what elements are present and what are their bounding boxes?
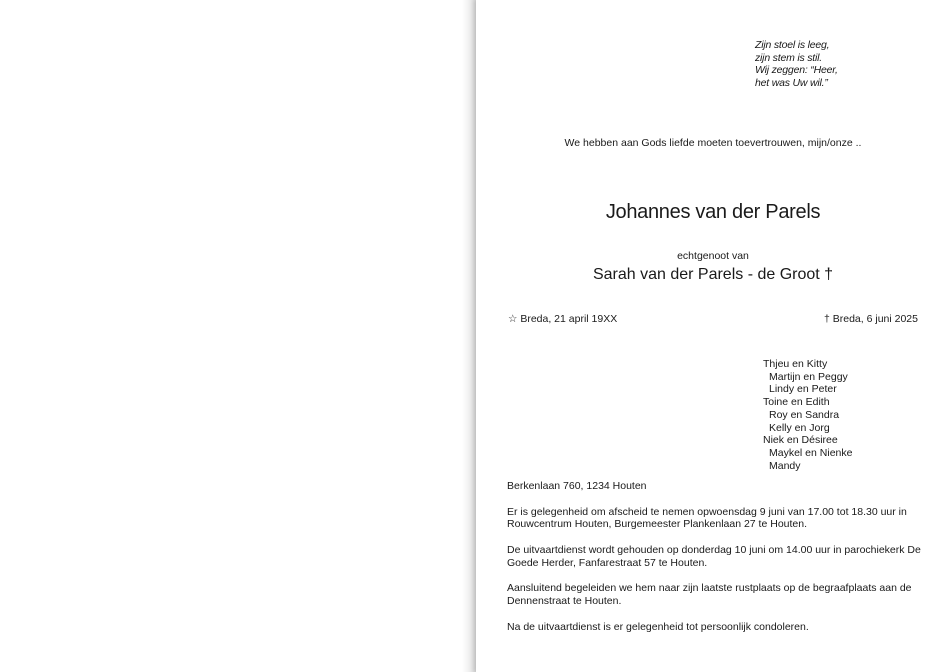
family-member: Niek en Désiree [763, 434, 838, 447]
relation-label: echtgenoot van [677, 250, 749, 262]
announcement-body [507, 480, 923, 646]
intro-text [476, 137, 950, 149]
family-member: Martijn en Peggy [769, 370, 848, 383]
poem-line: Wij zeggen: “Heer, [755, 64, 838, 76]
poem-line: zijn stem is stil. [755, 51, 822, 64]
intro-text-content: We hebben aan Gods liefde moeten toevertrouwen, mijn/onze .. [564, 137, 862, 149]
family-member: Maykel en Nienke [769, 446, 853, 459]
birth-date: ☆ Breda, 21 april 19XX [508, 313, 618, 325]
page-fold [462, 0, 476, 672]
service-paragraph: De uitvaartdienst wordt gehouden op donderdag 10 juni om 14.00 uur in parochiekerk De Goede Herder, Fanfarestraat 57 te Houten. [507, 543, 921, 569]
farewell-paragraph: Er is gelegenheid om afscheid te nemen opwoensdag 9 juni van 17.00 tot 18.30 uur in Rouwcentrum Houten, Burgemeester Plankenlaan 27 te Houten. [507, 505, 907, 531]
family-list [763, 358, 852, 472]
family-member: Roy en Sandra [769, 408, 840, 421]
poem [755, 39, 838, 89]
family-member: Kelly en Jorg [769, 421, 830, 434]
family-member: Toine en Edith [763, 396, 830, 409]
poem-line: het was Uw wil.” [755, 76, 828, 89]
family-member: Lindy en Peter [769, 383, 837, 396]
address: Berkenlaan 760, 1234 Houten [507, 480, 647, 492]
family-member: Mandy [769, 459, 801, 472]
poem-line: Zijn stoel is leeg, [755, 39, 830, 51]
right-page [476, 0, 950, 672]
death-date: † Breda, 6 juni 2025 [824, 313, 918, 325]
condolence-paragraph: Na de uitvaartdienst is er gelegenheid tot persoonlijk condoleren. [507, 620, 809, 633]
family-member: Thjeu en Kitty [763, 358, 828, 370]
deceased-name: Johannes van der Parels [605, 201, 821, 223]
spouse-name: Sarah van der Parels - de Groot † [592, 266, 834, 283]
burial-paragraph: Aansluitend begeleiden we hem naar zijn laatste rustplaats op de begraafplaats aan de Dennenstraat te Houten. [507, 582, 912, 608]
